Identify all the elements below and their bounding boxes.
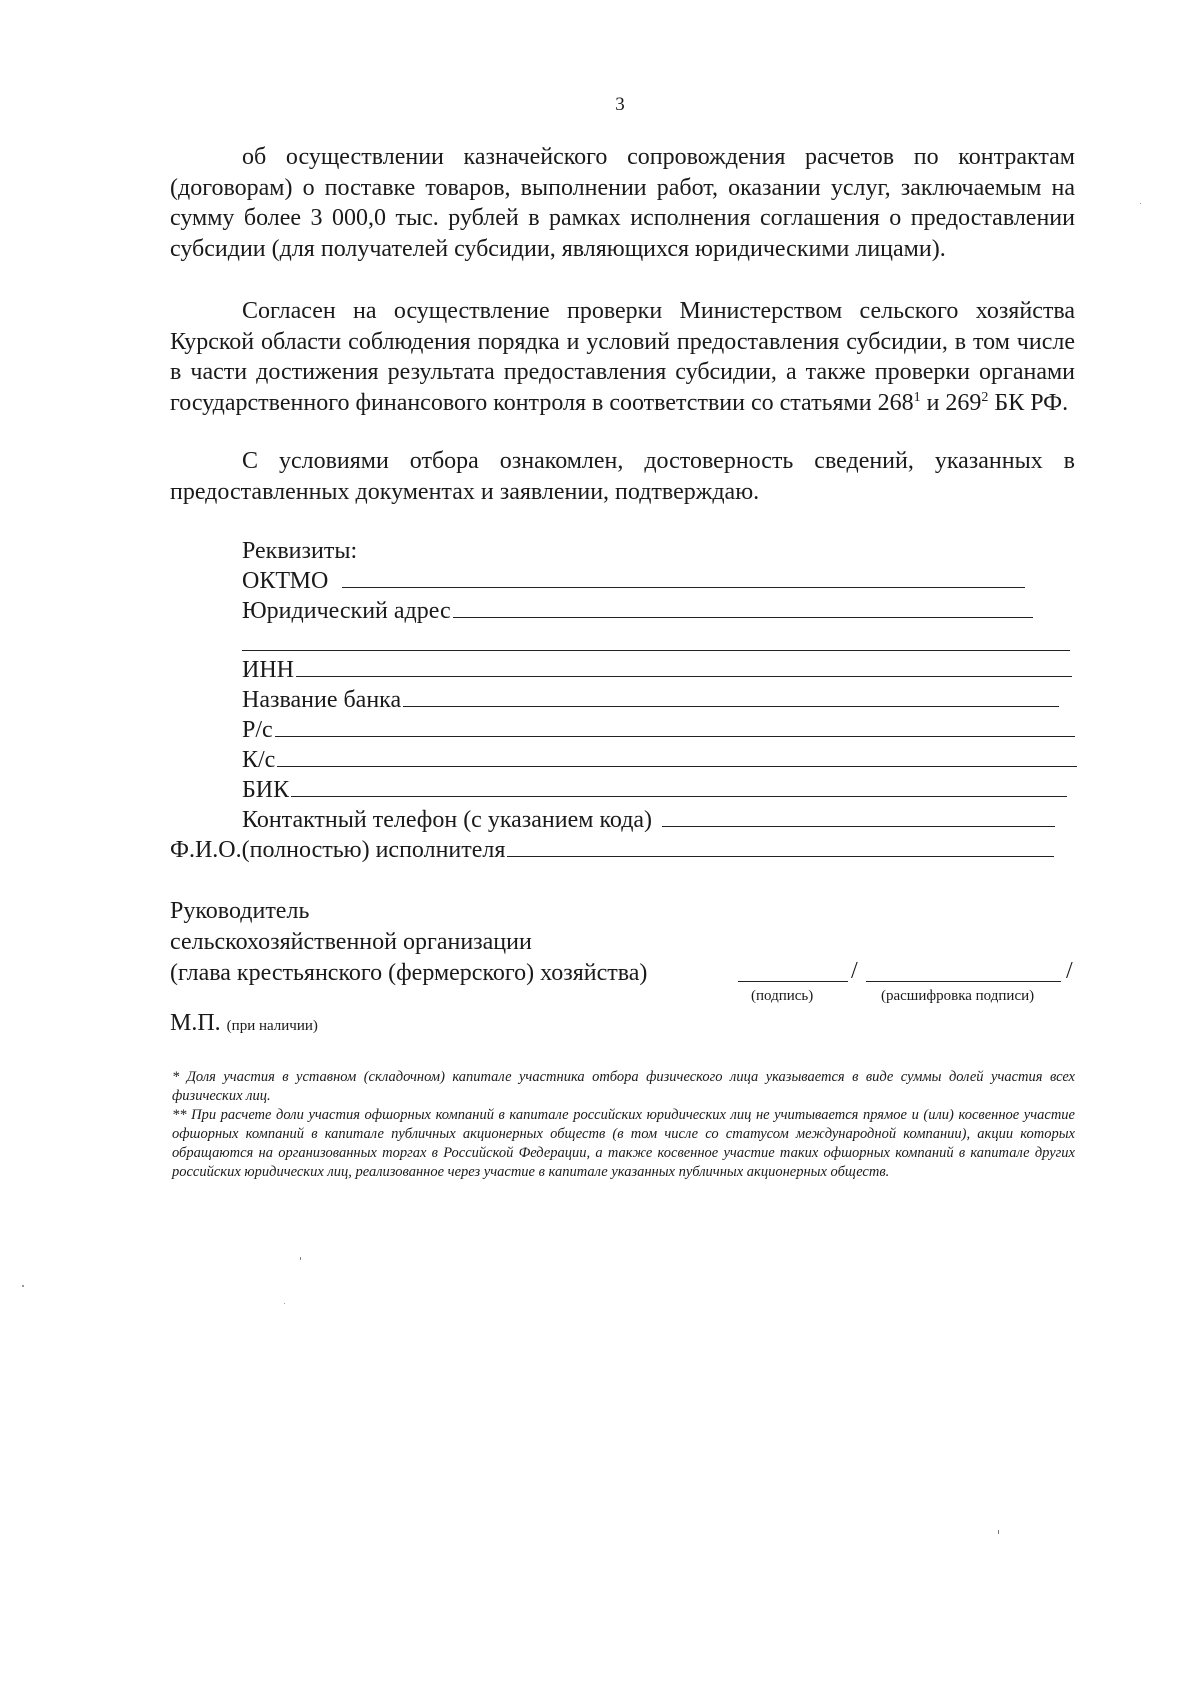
field-label: Юридический адрес	[242, 598, 451, 624]
paragraph-text: С условиями отбора ознакомлен, достоверность сведений, указанных в предоставленных документах и заявлении, подтверждаю.	[170, 448, 1075, 505]
field-legal-address[interactable]	[242, 596, 1033, 626]
field-oktmo[interactable]	[242, 566, 1025, 596]
signatory-line-1: Руководитель	[170, 898, 310, 924]
fill-line[interactable]	[403, 686, 1059, 707]
signature-slash-end: /	[1066, 958, 1073, 984]
field-ks[interactable]	[242, 745, 1077, 775]
scan-speck	[1140, 203, 1141, 204]
field-inn[interactable]	[242, 655, 1072, 685]
stamp-place	[170, 1010, 318, 1037]
scan-speck	[284, 1303, 285, 1304]
paragraph-text: Согласен на осуществление проверки Министерством сельского хозяйства Курской области соблюдения порядка и условий предоставления субсидии, в том числе в части достижения результата предоставления субсидии, а также проверки органами государственного финансового контроля в соответствии со статьями	[170, 298, 1075, 416]
article-number: 269	[945, 389, 982, 416]
fill-line[interactable]	[275, 716, 1075, 737]
stamp-label: М.П.	[170, 1010, 221, 1036]
field-label: ИНН	[242, 657, 294, 683]
signature-line[interactable]	[738, 981, 848, 982]
field-label: БИК	[242, 777, 290, 803]
field-bik[interactable]	[242, 775, 1067, 805]
field-rs[interactable]	[242, 715, 1075, 745]
field-label: Название банка	[242, 687, 402, 713]
paragraph-text: об осуществлении казначейского сопровождения расчетов по контрактам (договорам) о поставке товаров, выполнении работ, оказании услуг, заключаемым на сумму более 3 000,0 тыс. рублей в рамках исполнения соглашения о предоставлении субсидии (для получателей субсидии, являющихся юридическими лицами).	[170, 144, 1075, 262]
scan-speck	[998, 1530, 999, 1534]
field-label: Контактный телефон (с указанием кода)	[242, 807, 653, 833]
fill-line[interactable]	[507, 836, 1054, 857]
signatory-line-3: (глава крестьянского (фермерского) хозяйства)	[170, 960, 648, 986]
fill-line[interactable]	[662, 806, 1055, 827]
signature-slash: /	[851, 958, 858, 984]
signature-decode-line[interactable]	[866, 981, 1061, 982]
paragraph-text: БК РФ.	[988, 389, 1069, 416]
stamp-note: (при наличии)	[226, 1018, 318, 1034]
signatory-title	[170, 896, 647, 989]
field-phone[interactable]	[242, 805, 1055, 835]
caption-signature: (подпись)	[751, 988, 814, 1004]
field-label: Ф.И.О.(полностью) исполнителя	[170, 837, 506, 863]
requisites-heading: Реквизиты:	[242, 538, 358, 564]
footnote-1: * Доля участия в уставном (складочном) капитале участника отбора физического лица указывается в виде суммы долей участия всех физических лиц.	[172, 1069, 1075, 1104]
fill-line[interactable]	[291, 776, 1067, 797]
fill-line[interactable]	[277, 746, 1077, 767]
fill-line[interactable]	[296, 656, 1072, 677]
field-executor[interactable]	[170, 835, 1054, 865]
fill-line-address-continued[interactable]	[242, 650, 1070, 651]
paragraph-confirmation	[170, 446, 1075, 507]
fill-line[interactable]	[342, 567, 1025, 588]
paragraph-text: и	[920, 389, 946, 416]
caption-signature-decode: (расшифровка подписи)	[881, 988, 1035, 1004]
article-superscript: 1	[913, 389, 921, 405]
signatory-line-2: сельскохозяйственной организации	[170, 929, 532, 955]
paragraph-consent-inspection	[170, 296, 1075, 418]
paragraph-treasury-support	[170, 142, 1075, 264]
page-number: 3	[615, 94, 625, 115]
field-label: ОКТМО	[242, 568, 329, 594]
article-superscript: 2	[981, 389, 989, 405]
article-number: 268	[877, 389, 914, 416]
field-bank-name[interactable]	[242, 685, 1059, 715]
scan-speck	[300, 1257, 301, 1260]
scan-speck	[22, 1285, 24, 1287]
field-label: Р/с	[242, 717, 273, 743]
footnote-2: ** При расчете доли участия офшорных компаний в капитале российских юридических лиц не учитывается прямое и (или) косвенное участие офшорных компаний в капитале публичных акционерных обществ (в том числе со статусом международной компании), акции которых обращаются на организованных торгах в Российской Федерации, а также косвенное участие таких офшорных компаний в капитале других российских юридических лиц, реализованное через участие в капитале указанных публичных акционерных обществ.	[172, 1107, 1075, 1180]
field-label: К/с	[242, 747, 276, 773]
fill-line[interactable]	[453, 597, 1033, 618]
